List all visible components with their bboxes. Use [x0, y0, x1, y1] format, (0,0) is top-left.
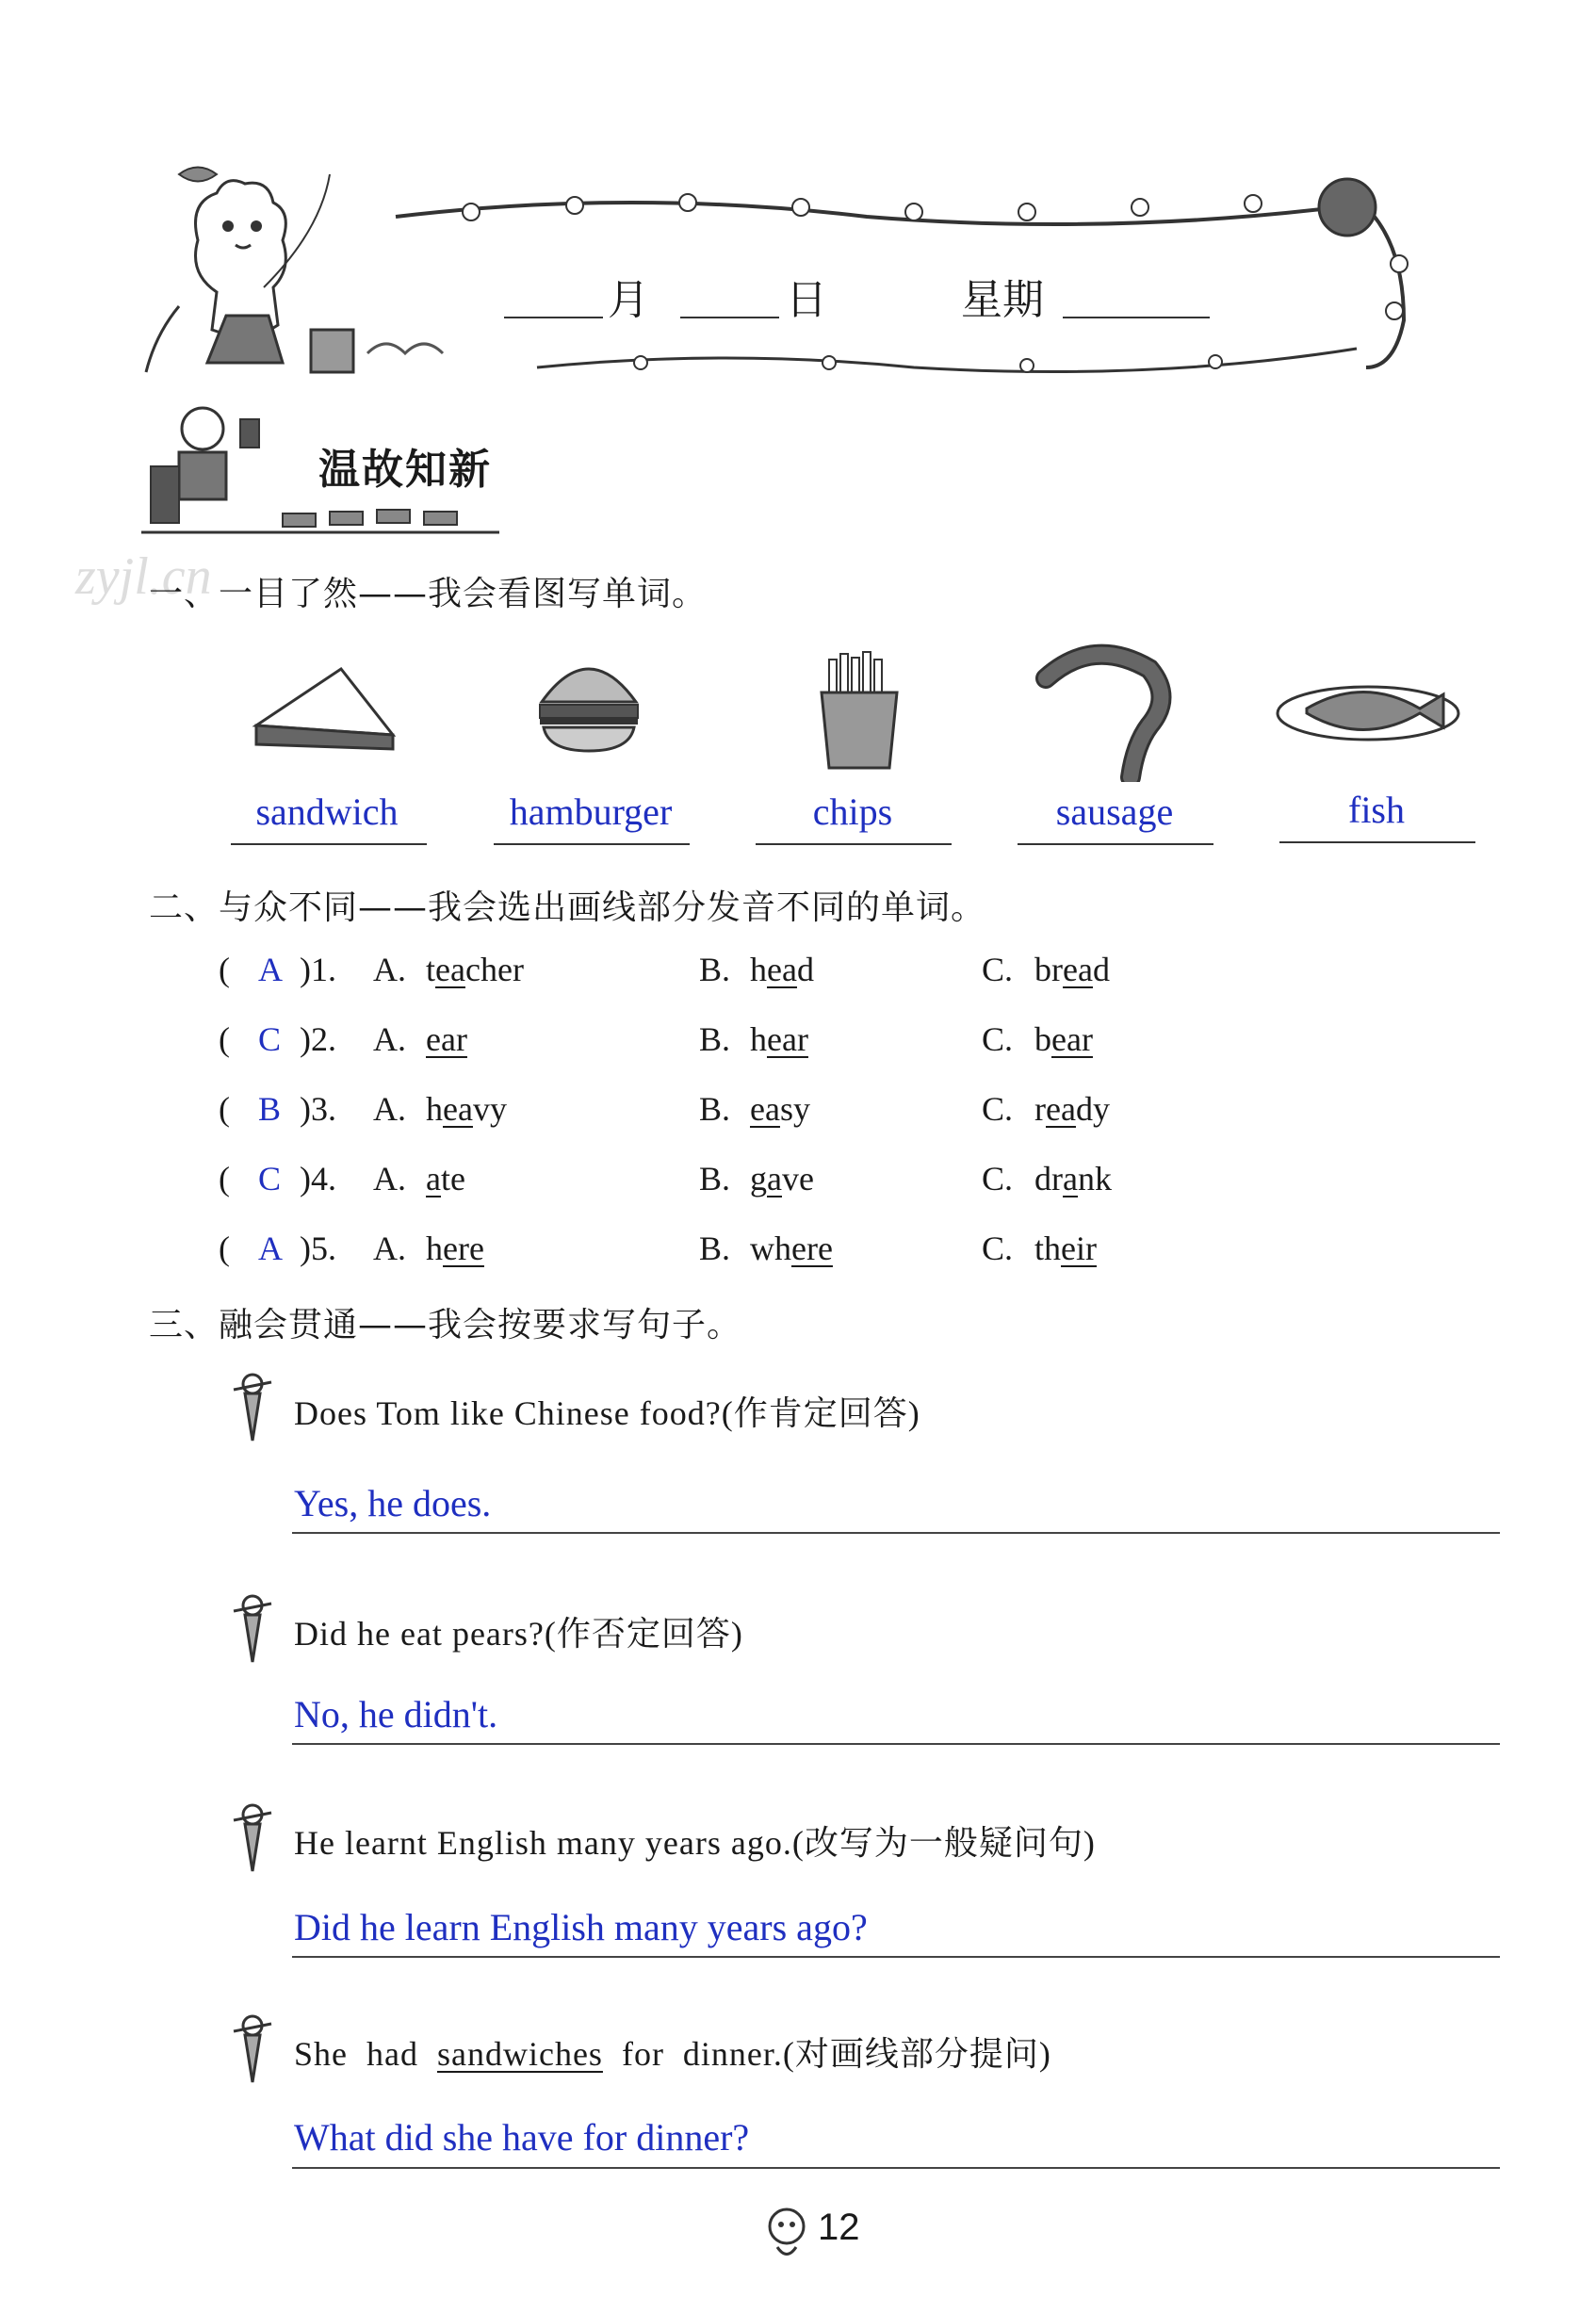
option-c-word	[1034, 1159, 1112, 1198]
option-b-prefix: B.	[699, 951, 731, 988]
option-b-word	[750, 950, 814, 989]
choice-row	[219, 1159, 1161, 1206]
underlined-letters: ea	[767, 951, 797, 988]
food-blank-2[interactable]	[494, 843, 690, 845]
option-b-word	[750, 1159, 814, 1198]
option-a-prefix: A.	[373, 1160, 406, 1197]
option-a-word	[426, 1019, 467, 1059]
option-c-prefix: C.	[982, 1160, 1014, 1197]
option-c-word	[1034, 1019, 1093, 1059]
option-c-word	[1034, 1089, 1110, 1129]
option-b-word	[750, 1019, 808, 1059]
option-a-prefix: A.	[373, 951, 406, 988]
section2-heading: 二、与众不同——我会选出画线部分发音不同的单词。	[149, 888, 986, 927]
answer-open-paren: (	[219, 1020, 230, 1058]
word-part: d	[1092, 951, 1110, 988]
answer-open-paren: (	[219, 1090, 230, 1128]
word-part: br	[1034, 951, 1063, 988]
answer-open-paren: (	[219, 1230, 230, 1267]
weekday-blank[interactable]	[1063, 317, 1210, 318]
underlined-letters: ear	[426, 1020, 467, 1058]
s3-answer-line-4[interactable]	[292, 2167, 1500, 2169]
day-label: 日	[786, 276, 827, 324]
day-blank[interactable]	[680, 317, 779, 318]
question-number: )5.	[300, 1230, 336, 1267]
s3-answer-2: No, he didn't.	[294, 1693, 498, 1735]
choice-row	[219, 950, 1161, 997]
fish-icon	[1274, 671, 1462, 746]
word-part: sy	[779, 1090, 810, 1128]
s3-answer-line-2[interactable]	[292, 1743, 1500, 1745]
option-a-word	[426, 1089, 507, 1129]
word-part: th	[1034, 1230, 1062, 1267]
section3-heading: 三、融会贯通——我会按要求写句子。	[149, 1306, 742, 1344]
underlined-letters: a	[426, 1160, 441, 1197]
word-part: h	[426, 1230, 443, 1267]
word-part: te	[440, 1160, 465, 1197]
option-b-word	[750, 1089, 810, 1129]
underlined-letters: ea	[1046, 1090, 1076, 1128]
page-number: 12	[818, 2207, 860, 2248]
option-a-prefix: A.	[373, 1020, 406, 1058]
option-b-prefix: B.	[699, 1160, 731, 1197]
sandwich-icon	[247, 660, 398, 763]
choice-row	[219, 1089, 1161, 1136]
food-answer-chips: chips	[812, 790, 893, 833]
page-mascot-icon	[758, 2200, 815, 2266]
option-c-prefix: C.	[982, 1020, 1014, 1058]
underlined-letters: ear	[1051, 1020, 1093, 1058]
choice-answer[interactable]: A	[258, 1230, 283, 1267]
pencil-icon	[224, 1592, 281, 1668]
s3-answer-line-1[interactable]	[292, 1532, 1500, 1534]
weekday-label: 星期	[961, 276, 1044, 324]
s3-prompt-4-underlined: sandwiches	[436, 2035, 603, 2073]
s3-answer-3: Did he learn English many years ago?	[294, 1906, 868, 1948]
question-number: )3.	[300, 1090, 336, 1128]
word-part: t	[426, 951, 436, 988]
underlined-letters: eir	[1061, 1230, 1097, 1267]
pencil-icon	[224, 1371, 281, 1446]
word-part: wh	[750, 1230, 791, 1267]
food-blank-5[interactable]	[1279, 841, 1475, 843]
pencil-icon	[224, 2012, 281, 2088]
option-a-word	[426, 1229, 484, 1268]
s3-prompt-4	[294, 2028, 1051, 2076]
chips-icon	[812, 650, 906, 773]
food-answer-sausage: sausage	[1055, 790, 1174, 833]
word-part: h	[750, 1020, 767, 1058]
option-c-prefix: C.	[982, 1090, 1014, 1128]
underlined-letters: ea	[1063, 951, 1093, 988]
underlined-letters: a	[767, 1160, 782, 1197]
food-answer-fish: fish	[1348, 789, 1405, 831]
choice-answer[interactable]: A	[258, 951, 283, 988]
word-part: r	[1034, 1090, 1046, 1128]
underlined-letters: ere	[443, 1230, 484, 1267]
answer-open-paren: (	[219, 951, 230, 988]
hamburger-icon	[532, 650, 645, 763]
s3-answer-line-3[interactable]	[292, 1956, 1500, 1958]
option-a-prefix: A.	[373, 1230, 406, 1267]
word-part: ve	[781, 1160, 814, 1197]
food-blank-3[interactable]	[756, 843, 952, 845]
sausage-icon	[1027, 641, 1178, 782]
choice-answer[interactable]: B	[258, 1090, 282, 1128]
food-answer-sandwich: sandwich	[255, 790, 399, 833]
section1-heading: 一、一目了然——我会看图写单词。	[149, 575, 708, 613]
answer-open-paren: (	[219, 1160, 230, 1197]
choice-row	[219, 1019, 1161, 1067]
underlined-letters: ea	[443, 1090, 473, 1128]
month-blank[interactable]	[504, 317, 603, 318]
underlined-letters: ea	[435, 951, 465, 988]
option-b-prefix: B.	[699, 1020, 731, 1058]
underlined-letters: ea	[750, 1090, 780, 1128]
s3-prompt-3: He learnt English many years ago.(改写为一般疑问句)	[294, 1824, 1096, 1862]
word-part: nk	[1077, 1160, 1112, 1197]
review-title: 温故知新	[318, 446, 492, 494]
underlined-letters: a	[1063, 1160, 1078, 1197]
s3-answer-4: What did she have for dinner?	[294, 2116, 750, 2159]
choice-row	[219, 1229, 1161, 1276]
vine-frame-decoration	[386, 170, 1451, 386]
s3-prompt-1: Does Tom like Chinese food?(作肯定回答)	[294, 1394, 920, 1432]
choice-answer[interactable]: C	[258, 1160, 282, 1197]
word-part: dr	[1034, 1160, 1063, 1197]
month-label: 月	[608, 276, 649, 324]
option-c-prefix: C.	[982, 1230, 1014, 1267]
word-part: g	[750, 1160, 767, 1197]
food-answer-hamburger: hamburger	[509, 790, 673, 833]
question-number: )1.	[300, 951, 336, 988]
underlined-letters: ere	[791, 1230, 833, 1267]
option-b-word	[750, 1229, 833, 1268]
option-a-word	[426, 950, 524, 989]
food-blank-4[interactable]	[1018, 843, 1213, 845]
word-part: vy	[472, 1090, 507, 1128]
watermark: zyjl.cn	[75, 547, 212, 606]
word-part: h	[750, 951, 767, 988]
s3-prompt-4-pre: She had	[294, 2035, 437, 2073]
underlined-letters: ear	[767, 1020, 808, 1058]
option-a-prefix: A.	[373, 1090, 406, 1128]
word-part: d	[796, 951, 814, 988]
s3-prompt-4-post: for dinner.(对画线部分提问)	[602, 2035, 1051, 2073]
option-c-word	[1034, 950, 1110, 989]
question-number: )2.	[300, 1020, 336, 1058]
word-part: b	[1034, 1020, 1051, 1058]
word-part: h	[426, 1090, 443, 1128]
choice-answer[interactable]: C	[258, 1020, 282, 1058]
option-a-word	[426, 1159, 465, 1198]
pencil-icon	[224, 1801, 281, 1877]
s3-prompt-2: Did he eat pears?(作否定回答)	[294, 1615, 743, 1653]
word-part: cher	[464, 951, 524, 988]
option-b-prefix: B.	[699, 1090, 731, 1128]
option-c-word	[1034, 1229, 1097, 1268]
option-c-prefix: C.	[982, 951, 1014, 988]
option-b-prefix: B.	[699, 1230, 731, 1267]
word-part: dy	[1075, 1090, 1110, 1128]
food-blank-1[interactable]	[231, 843, 427, 845]
s3-answer-1: Yes, he does.	[294, 1482, 492, 1524]
question-number: )4.	[300, 1160, 336, 1197]
